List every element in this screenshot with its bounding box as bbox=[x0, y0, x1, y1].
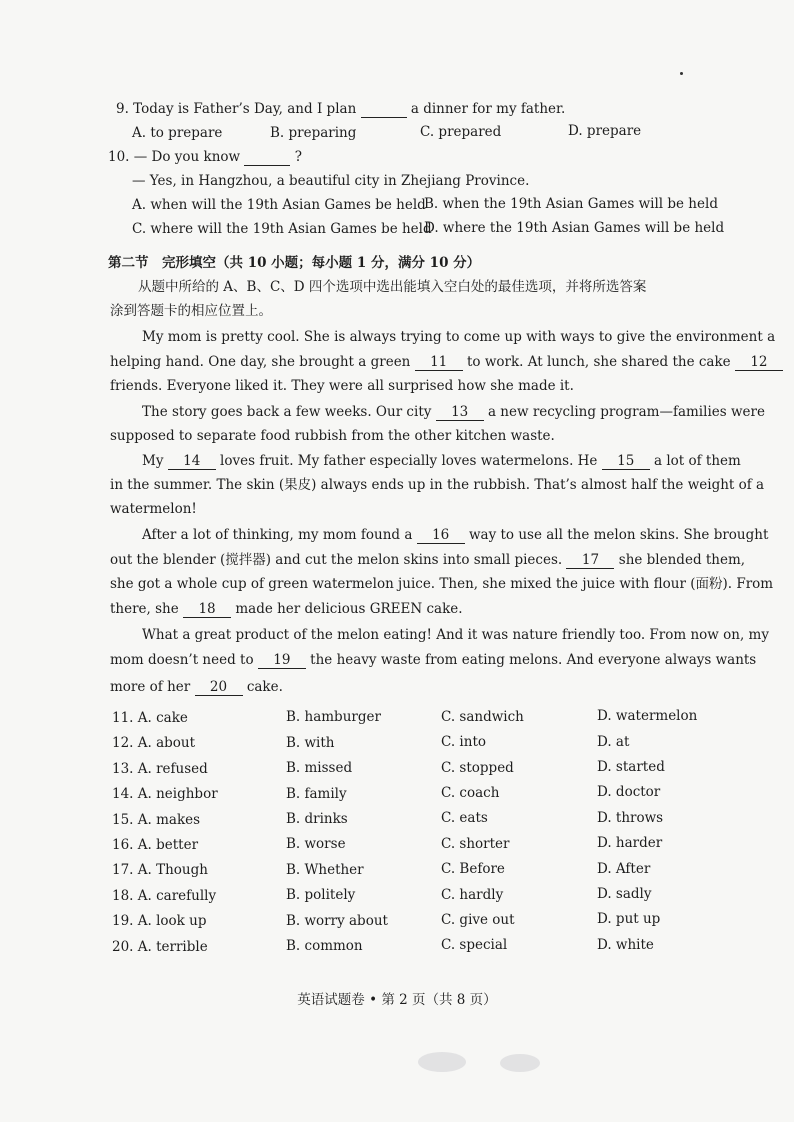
answer-blank bbox=[244, 150, 290, 166]
passage-p3-line-1 bbox=[142, 452, 741, 470]
section-title: 第二节 完形填空（共 10 小题；每小题 1 分，满分 10 分） bbox=[108, 255, 481, 271]
question-10-text-end: ? bbox=[294, 149, 302, 165]
passage-p5-line-3 bbox=[110, 678, 283, 696]
passage-p1-line-3: friends. Everyone liked it. They were all surprised how she made it. bbox=[110, 378, 574, 394]
passage-text: made her delicious GREEN cake. bbox=[235, 601, 463, 617]
q10-option-b: B. when the 19th Asian Games will be held bbox=[424, 196, 718, 212]
q9-option-d: D. prepare bbox=[568, 123, 642, 139]
option-q18-b: B. politely bbox=[286, 887, 356, 903]
answer-blank bbox=[361, 102, 407, 118]
option-q12-b: B. with bbox=[286, 735, 335, 751]
blank-14: 14 bbox=[168, 454, 216, 470]
option-q13-d: D. started bbox=[597, 759, 665, 775]
passage-text: The story goes back a few weeks. Our city bbox=[142, 404, 432, 420]
option-q12-c: C. into bbox=[441, 734, 486, 750]
speck-mark bbox=[680, 72, 683, 75]
scan-smudge bbox=[418, 1052, 466, 1072]
passage-p5-line-1: What a great product of the melon eating! And it was nature friendly too. From now on, my bbox=[142, 627, 769, 643]
blank-15: 15 bbox=[602, 454, 650, 470]
passage-p3-line-2: in the summer. The skin (果皮) always ends up in the rubbish. That’s almost half the weight of a bbox=[110, 477, 765, 493]
q10-option-c: C. where will the 19th Asian Games be held bbox=[132, 221, 432, 237]
passage-p5-line-2 bbox=[110, 651, 756, 669]
option-q14-d: D. doctor bbox=[597, 784, 661, 800]
passage-text: out the blender (搅拌器) and cut the melon skins into small pieces. bbox=[110, 552, 563, 568]
blank-17: 17 bbox=[566, 553, 614, 569]
option-q15-a: 15. A. makes bbox=[112, 812, 201, 828]
passage-p4-line-3: she got a whole cup of green watermelon juice. Then, she mixed the juice with flour (面粉). From bbox=[110, 576, 774, 592]
blank-11: 11 bbox=[415, 355, 463, 371]
option-q20-d: D. white bbox=[597, 937, 654, 953]
q10-option-d: D. where the 19th Asian Games will be held bbox=[424, 220, 725, 236]
passage-p4-line-2 bbox=[110, 551, 745, 569]
option-q16-d: D. harder bbox=[597, 835, 663, 851]
option-q17-d: D. After bbox=[597, 861, 651, 877]
option-q11-d: D. watermelon bbox=[597, 708, 698, 724]
passage-text: more of her bbox=[110, 679, 191, 695]
passage-p2-line-1 bbox=[142, 403, 765, 421]
option-q14-c: C. coach bbox=[441, 785, 500, 801]
passage-text: to work. At lunch, she shared the cake bbox=[466, 354, 731, 370]
passage-text: mom doesn’t need to bbox=[110, 652, 254, 668]
option-q13-b: B. missed bbox=[286, 760, 353, 776]
passage-text: After a lot of thinking, my mom found a bbox=[142, 527, 413, 543]
blank-19: 19 bbox=[258, 653, 306, 669]
option-q18-c: C. hardly bbox=[441, 887, 504, 903]
passage-text: helping hand. One day, she brought a green bbox=[110, 354, 411, 370]
option-q19-b: B. worry about bbox=[286, 913, 388, 929]
option-q14-b: B. family bbox=[286, 786, 347, 802]
option-q16-b: B. worse bbox=[286, 836, 346, 852]
option-q15-c: C. eats bbox=[441, 810, 488, 826]
passage-text: loves fruit. My father especially loves watermelons. He bbox=[220, 453, 598, 469]
section-instruction-line-1: 从题中所给的 A、B、C、D 四个选项中选出能填入空白处的最佳选项，并将所选答案 bbox=[138, 279, 647, 295]
option-q20-b: B. common bbox=[286, 938, 363, 954]
option-q11-a: 11. A. cake bbox=[112, 710, 188, 726]
option-q12-d: D. at bbox=[597, 734, 630, 750]
question-9-stem bbox=[116, 100, 565, 118]
passage-text: way to use all the melon skins. She brought bbox=[468, 527, 769, 543]
option-q13-c: C. stopped bbox=[441, 760, 514, 776]
option-q20-c: C. special bbox=[441, 937, 508, 953]
passage-p3-line-3: watermelon! bbox=[110, 501, 197, 517]
question-9-text-end: a dinner for my father. bbox=[410, 101, 566, 117]
q9-option-c: C. prepared bbox=[420, 124, 502, 140]
option-q19-c: C. give out bbox=[441, 912, 515, 928]
passage-p2-line-2: supposed to separate food rubbish from the other kitchen waste. bbox=[110, 428, 555, 444]
passage-text: My bbox=[142, 453, 164, 469]
question-10-answer-line: — Yes, in Hangzhou, a beautiful city in Zhejiang Province. bbox=[132, 173, 530, 189]
option-q15-d: D. throws bbox=[597, 810, 664, 826]
passage-p1-line-1: My mom is pretty cool. She is always trying to come up with ways to give the environment a bbox=[142, 329, 776, 345]
passage-p4-line-4 bbox=[110, 600, 463, 618]
passage-p1-line-2 bbox=[110, 353, 783, 371]
option-q17-c: C. Before bbox=[441, 861, 505, 877]
option-q13-a: 13. A. refused bbox=[112, 761, 208, 777]
blank-20: 20 bbox=[195, 680, 243, 696]
q10-option-a: A. when will the 19th Asian Games be held bbox=[132, 197, 426, 213]
section-instruction-line-2: 涂到答题卡的相应位置上。 bbox=[110, 303, 272, 319]
option-q12-a: 12. A. about bbox=[112, 735, 196, 751]
option-q19-d: D. put up bbox=[597, 911, 661, 927]
option-q18-d: D. sadly bbox=[597, 886, 652, 902]
option-q11-b: B. hamburger bbox=[286, 709, 381, 725]
option-q19-a: 19. A. look up bbox=[112, 913, 207, 929]
q9-option-b: B. preparing bbox=[270, 125, 357, 141]
passage-p4-line-1 bbox=[142, 526, 768, 544]
option-q11-c: C. sandwich bbox=[441, 709, 524, 725]
blank-13: 13 bbox=[436, 405, 484, 421]
passage-text: she blended them, bbox=[618, 552, 746, 568]
option-q16-a: 16. A. better bbox=[112, 837, 199, 853]
option-q20-a: 20. A. terrible bbox=[112, 939, 208, 955]
question-9-text: 9. Today is Father’s Day, and I plan bbox=[116, 101, 357, 117]
option-q17-b: B. Whether bbox=[286, 862, 364, 878]
q9-option-a: A. to prepare bbox=[132, 125, 223, 141]
blank-12: 12 bbox=[735, 355, 783, 371]
option-q18-a: 18. A. carefully bbox=[112, 888, 217, 904]
option-q17-a: 17. A. Though bbox=[112, 862, 208, 878]
blank-18: 18 bbox=[183, 602, 231, 618]
passage-text: there, she bbox=[110, 601, 179, 617]
passage-text: a lot of them bbox=[654, 453, 741, 469]
option-q16-c: C. shorter bbox=[441, 836, 510, 852]
page-footer: 英语试题卷 • 第 2 页（共 8 页） bbox=[297, 992, 497, 1008]
option-q14-a: 14. A. neighbor bbox=[112, 786, 218, 802]
option-q15-b: B. drinks bbox=[286, 811, 348, 827]
question-10-stem bbox=[108, 148, 302, 166]
blank-16: 16 bbox=[417, 528, 465, 544]
passage-text: cake. bbox=[246, 679, 283, 695]
passage-text: a new recycling program—families were bbox=[487, 404, 765, 420]
scan-smudge bbox=[500, 1054, 540, 1072]
question-10-text: 10. — Do you know bbox=[108, 149, 241, 165]
passage-text: the heavy waste from eating melons. And everyone always wants bbox=[310, 652, 757, 668]
